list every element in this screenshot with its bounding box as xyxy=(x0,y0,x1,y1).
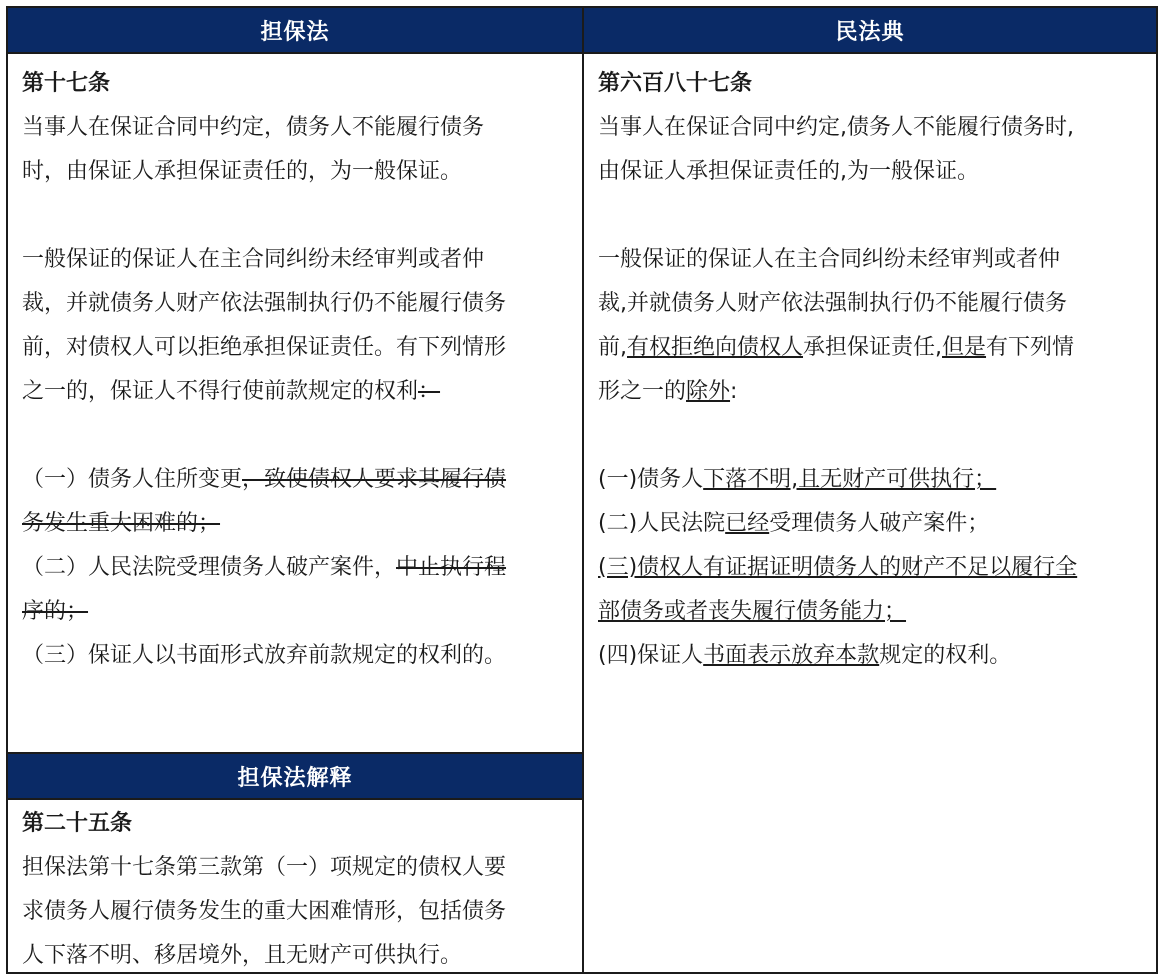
paragraph-line: 求债务人履行债务发生的重大困难情形，包括债务 xyxy=(22,899,507,924)
cell-interpretation-art25 xyxy=(8,800,582,972)
list-item-2: (二)人民法院已经受理债务人破产案件； xyxy=(598,511,990,536)
paragraph-line: 担保法第十七条第三款第（一）项规定的债权人要 xyxy=(22,855,507,880)
paragraph-line: 前,有权拒绝向债权人承担保证责任,但是有下列情 xyxy=(598,335,1075,360)
header-guarantee-law-interpretation: 担保法解释 xyxy=(8,754,582,798)
list-item-3: (三)债权人有证据证明债务人的财产不足以履行全 xyxy=(598,555,1078,580)
cell-guarantee-law-art17 xyxy=(8,54,582,752)
article-title: 第十七条 xyxy=(22,71,111,96)
paragraph-line: 一般保证的保证人在主合同纠纷未经审判或者仲 xyxy=(22,247,485,272)
article-title: 第六百八十七条 xyxy=(598,71,753,96)
list-item-1: （一）债务人住所变更，致使债权人要求其履行债 xyxy=(22,467,507,492)
paragraph-line: 时，由保证人承担保证责任的，为一般保证。 xyxy=(22,159,463,184)
list-item-1-cont: 务发生重大困难的； xyxy=(22,511,221,536)
list-item-2-cont: 序的； xyxy=(22,599,89,624)
paragraph-line: 由保证人承担保证责任的,为一般保证。 xyxy=(598,159,979,184)
header-guarantee-law: 担保法 xyxy=(8,8,582,52)
list-item-4: (四)保证人书面表示放弃本款规定的权利。 xyxy=(598,643,1012,668)
list-item-2: （二）人民法院受理债务人破产案件，中止执行程 xyxy=(22,555,507,580)
article-title: 第二十五条 xyxy=(22,811,133,836)
paragraph-line: 裁,并就债务人财产依法强制执行仍不能履行债务 xyxy=(598,291,1067,316)
paragraph-line: 人下落不明、移居境外，且无财产可供执行。 xyxy=(22,943,463,968)
list-item-3-cont: 部债务或者丧失履行债务能力； xyxy=(598,599,907,624)
paragraph-line: 形之一的除外: xyxy=(598,379,738,404)
header-civil-code: 民法典 xyxy=(584,8,1156,52)
paragraph-line: 当事人在保证合同中约定，债务人不能履行债务 xyxy=(22,115,485,140)
cell-civil-code-art687 xyxy=(584,54,1156,972)
paragraph-line: 之一的，保证人不得行使前款规定的权利： xyxy=(22,379,441,404)
list-item-1: (一)债务人下落不明,且无财产可供执行； xyxy=(598,467,997,492)
paragraph-line: 当事人在保证合同中约定,债务人不能履行债务时, xyxy=(598,115,1074,140)
paragraph-line: 裁，并就债务人财产依法强制执行仍不能履行债务 xyxy=(22,291,507,316)
list-item-3: （三）保证人以书面形式放弃前款规定的权利的。 xyxy=(22,643,507,668)
paragraph-line: 前，对债权人可以拒绝承担保证责任。有下列情形 xyxy=(22,335,507,360)
paragraph-line: 一般保证的保证人在主合同纠纷未经审判或者仲 xyxy=(598,247,1061,272)
